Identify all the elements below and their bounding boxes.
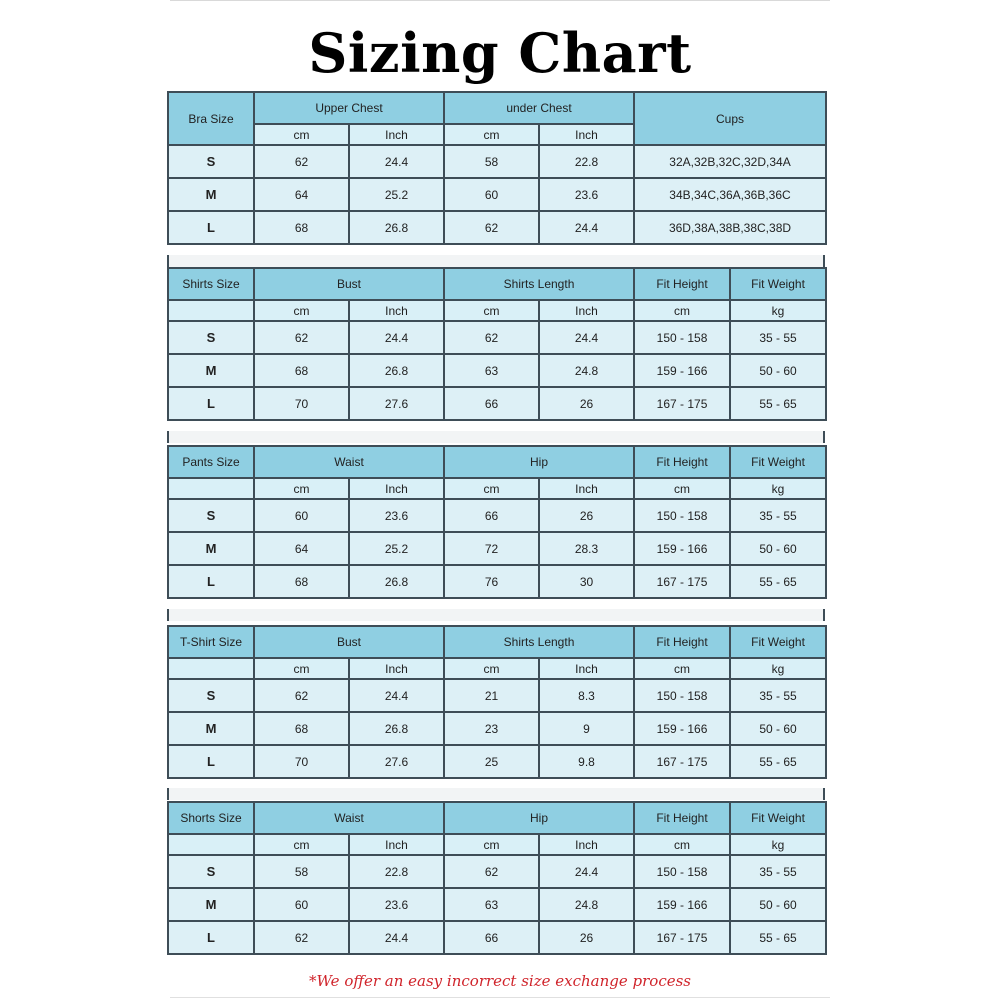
section-separator: [167, 255, 825, 267]
column-group-header: Bust: [254, 268, 444, 300]
value-cell: 27.6: [349, 745, 444, 778]
value-cell: 27.6: [349, 387, 444, 420]
value-cell: 150 - 158: [634, 679, 730, 712]
column-group-header: Fit Weight: [730, 446, 826, 478]
value-cell: 58: [254, 855, 349, 888]
column-group-header: Hip: [444, 802, 634, 834]
value-cell: 60: [444, 178, 539, 211]
size-cell: L: [168, 211, 254, 244]
value-cell: 167 - 175: [634, 387, 730, 420]
value-cell: 26.8: [349, 712, 444, 745]
size-cell: M: [168, 178, 254, 211]
table-row: [168, 211, 826, 244]
unit-header: cm: [634, 300, 730, 321]
value-cell: 24.4: [349, 145, 444, 178]
table-row: [168, 178, 826, 211]
size-cell: S: [168, 499, 254, 532]
value-cell: 70: [254, 387, 349, 420]
value-cell: 72: [444, 532, 539, 565]
value-cell: 35 - 55: [730, 679, 826, 712]
column-group-header: Fit Height: [634, 268, 730, 300]
value-cell: 23: [444, 712, 539, 745]
table-row: [168, 532, 826, 565]
column-group-header: Waist: [254, 802, 444, 834]
value-cell: 159 - 166: [634, 354, 730, 387]
value-cell: 22.8: [539, 145, 634, 178]
value-cell: 50 - 60: [730, 532, 826, 565]
value-cell: 63: [444, 888, 539, 921]
value-cell: 150 - 158: [634, 499, 730, 532]
value-cell: 62: [444, 855, 539, 888]
unit-header: kg: [730, 658, 826, 679]
unit-header: kg: [730, 300, 826, 321]
value-cell: 26.8: [349, 211, 444, 244]
table-row: [168, 679, 826, 712]
value-cell: 62: [444, 211, 539, 244]
value-cell: 23.6: [349, 888, 444, 921]
shorts-size-table: [167, 801, 825, 955]
value-cell: 26.8: [349, 354, 444, 387]
value-cell: 25.2: [349, 178, 444, 211]
table-row-label: Pants Size: [168, 446, 254, 478]
table-row-label: Bra Size: [168, 92, 254, 145]
pants-size-table: [167, 445, 825, 599]
value-cell: 159 - 166: [634, 888, 730, 921]
value-cell: 55 - 65: [730, 745, 826, 778]
value-cell: 50 - 60: [730, 888, 826, 921]
unit-header: Inch: [539, 658, 634, 679]
unit-header: cm: [444, 834, 539, 855]
value-cell: 8.3: [539, 679, 634, 712]
top-divider: [170, 0, 830, 1]
table-row: [168, 499, 826, 532]
size-cell: L: [168, 565, 254, 598]
value-cell: 28.3: [539, 532, 634, 565]
column-group-header: Waist: [254, 446, 444, 478]
value-cell: 167 - 175: [634, 565, 730, 598]
value-cell: 62: [254, 145, 349, 178]
column-group-header: Bust: [254, 626, 444, 658]
value-cell: 9.8: [539, 745, 634, 778]
unit-header: kg: [730, 478, 826, 499]
unit-header: Inch: [349, 124, 444, 145]
unit-header: cm: [444, 300, 539, 321]
size-cell: M: [168, 354, 254, 387]
column-group-header: Fit Weight: [730, 626, 826, 658]
table-row: [168, 354, 826, 387]
value-cell: 64: [254, 532, 349, 565]
value-cell: 62: [254, 321, 349, 354]
column-group-header: Fit Height: [634, 446, 730, 478]
size-cell: S: [168, 321, 254, 354]
unit-header-empty: [168, 658, 254, 679]
table-row: [168, 712, 826, 745]
unit-header: Inch: [539, 478, 634, 499]
unit-header: cm: [254, 124, 349, 145]
table-row-label: Shorts Size: [168, 802, 254, 834]
column-group-header: Fit Weight: [730, 268, 826, 300]
table-row: [168, 855, 826, 888]
value-cell: 26.8: [349, 565, 444, 598]
unit-header: Inch: [349, 300, 444, 321]
table-row: [168, 921, 826, 954]
value-cell: 35 - 55: [730, 499, 826, 532]
value-cell: 23.6: [539, 178, 634, 211]
value-cell: 62: [254, 679, 349, 712]
size-cell: L: [168, 921, 254, 954]
value-cell: 26: [539, 921, 634, 954]
unit-header: cm: [634, 834, 730, 855]
value-cell: 32A,32B,32C,32D,34A: [634, 145, 826, 178]
value-cell: 24.4: [539, 211, 634, 244]
unit-header: cm: [254, 478, 349, 499]
size-cell: S: [168, 145, 254, 178]
unit-header: Inch: [349, 478, 444, 499]
value-cell: 50 - 60: [730, 354, 826, 387]
value-cell: 25.2: [349, 532, 444, 565]
value-cell: 21: [444, 679, 539, 712]
value-cell: 66: [444, 921, 539, 954]
value-cell: 55 - 65: [730, 565, 826, 598]
unit-header: cm: [634, 658, 730, 679]
value-cell: 24.4: [349, 679, 444, 712]
unit-header: Inch: [539, 834, 634, 855]
value-cell: 24.4: [349, 321, 444, 354]
value-cell: 66: [444, 499, 539, 532]
value-cell: 24.8: [539, 888, 634, 921]
unit-header: kg: [730, 834, 826, 855]
table-row: [168, 565, 826, 598]
value-cell: 30: [539, 565, 634, 598]
table-row-label: Shirts Size: [168, 268, 254, 300]
column-group-header: Shirts Length: [444, 268, 634, 300]
value-cell: 68: [254, 565, 349, 598]
value-cell: 66: [444, 387, 539, 420]
section-separator: [167, 431, 825, 443]
value-cell: 26: [539, 387, 634, 420]
column-group-header: Fit Height: [634, 802, 730, 834]
size-cell: M: [168, 888, 254, 921]
value-cell: 55 - 65: [730, 921, 826, 954]
unit-header: cm: [254, 834, 349, 855]
value-cell: 24.4: [539, 855, 634, 888]
table-row: [168, 321, 826, 354]
value-cell: 24.4: [539, 321, 634, 354]
bottom-divider: [170, 997, 830, 998]
value-cell: 55 - 65: [730, 387, 826, 420]
value-cell: 76: [444, 565, 539, 598]
table-row-label: T-Shirt Size: [168, 626, 254, 658]
table-row: [168, 745, 826, 778]
value-cell: 58: [444, 145, 539, 178]
table-row: [168, 888, 826, 921]
exchange-note: *We offer an easy incorrect size exchange process: [308, 972, 692, 990]
section-separator: [167, 788, 825, 800]
column-group-header: Shirts Length: [444, 626, 634, 658]
size-cell: S: [168, 679, 254, 712]
unit-header: cm: [444, 478, 539, 499]
column-group-header: Cups: [634, 92, 826, 145]
value-cell: 50 - 60: [730, 712, 826, 745]
value-cell: 68: [254, 712, 349, 745]
shirts-size-table: [167, 267, 825, 421]
unit-header: cm: [254, 300, 349, 321]
value-cell: 167 - 175: [634, 745, 730, 778]
unit-header-empty: [168, 834, 254, 855]
table-row: [168, 387, 826, 420]
unit-header: cm: [444, 658, 539, 679]
size-cell: M: [168, 712, 254, 745]
value-cell: 68: [254, 211, 349, 244]
value-cell: 34B,34C,36A,36B,36C: [634, 178, 826, 211]
value-cell: 63: [444, 354, 539, 387]
unit-header: cm: [254, 658, 349, 679]
unit-header: cm: [444, 124, 539, 145]
value-cell: 25: [444, 745, 539, 778]
value-cell: 22.8: [349, 855, 444, 888]
value-cell: 23.6: [349, 499, 444, 532]
value-cell: 62: [254, 921, 349, 954]
value-cell: 150 - 158: [634, 321, 730, 354]
size-cell: M: [168, 532, 254, 565]
page-title: Sizing Chart: [308, 21, 692, 85]
value-cell: 167 - 175: [634, 921, 730, 954]
unit-header: cm: [634, 478, 730, 499]
column-group-header: Fit Height: [634, 626, 730, 658]
value-cell: 64: [254, 178, 349, 211]
unit-header: Inch: [349, 658, 444, 679]
bra-size-table: [167, 91, 825, 245]
value-cell: 70: [254, 745, 349, 778]
tshirt-size-table: [167, 625, 825, 779]
value-cell: 35 - 55: [730, 321, 826, 354]
value-cell: 60: [254, 888, 349, 921]
size-cell: S: [168, 855, 254, 888]
value-cell: 36D,38A,38B,38C,38D: [634, 211, 826, 244]
unit-header: Inch: [349, 834, 444, 855]
unit-header: Inch: [539, 300, 634, 321]
table-row: [168, 145, 826, 178]
column-group-header: Fit Weight: [730, 802, 826, 834]
section-separator: [167, 609, 825, 621]
unit-header-empty: [168, 300, 254, 321]
size-cell: L: [168, 387, 254, 420]
value-cell: 35 - 55: [730, 855, 826, 888]
value-cell: 159 - 166: [634, 712, 730, 745]
value-cell: 60: [254, 499, 349, 532]
column-group-header: Upper Chest: [254, 92, 444, 124]
unit-header-empty: [168, 478, 254, 499]
unit-header: Inch: [539, 124, 634, 145]
value-cell: 24.8: [539, 354, 634, 387]
column-group-header: Hip: [444, 446, 634, 478]
value-cell: 68: [254, 354, 349, 387]
value-cell: 26: [539, 499, 634, 532]
value-cell: 159 - 166: [634, 532, 730, 565]
column-group-header: under Chest: [444, 92, 634, 124]
size-cell: L: [168, 745, 254, 778]
value-cell: 62: [444, 321, 539, 354]
value-cell: 24.4: [349, 921, 444, 954]
value-cell: 9: [539, 712, 634, 745]
value-cell: 150 - 158: [634, 855, 730, 888]
